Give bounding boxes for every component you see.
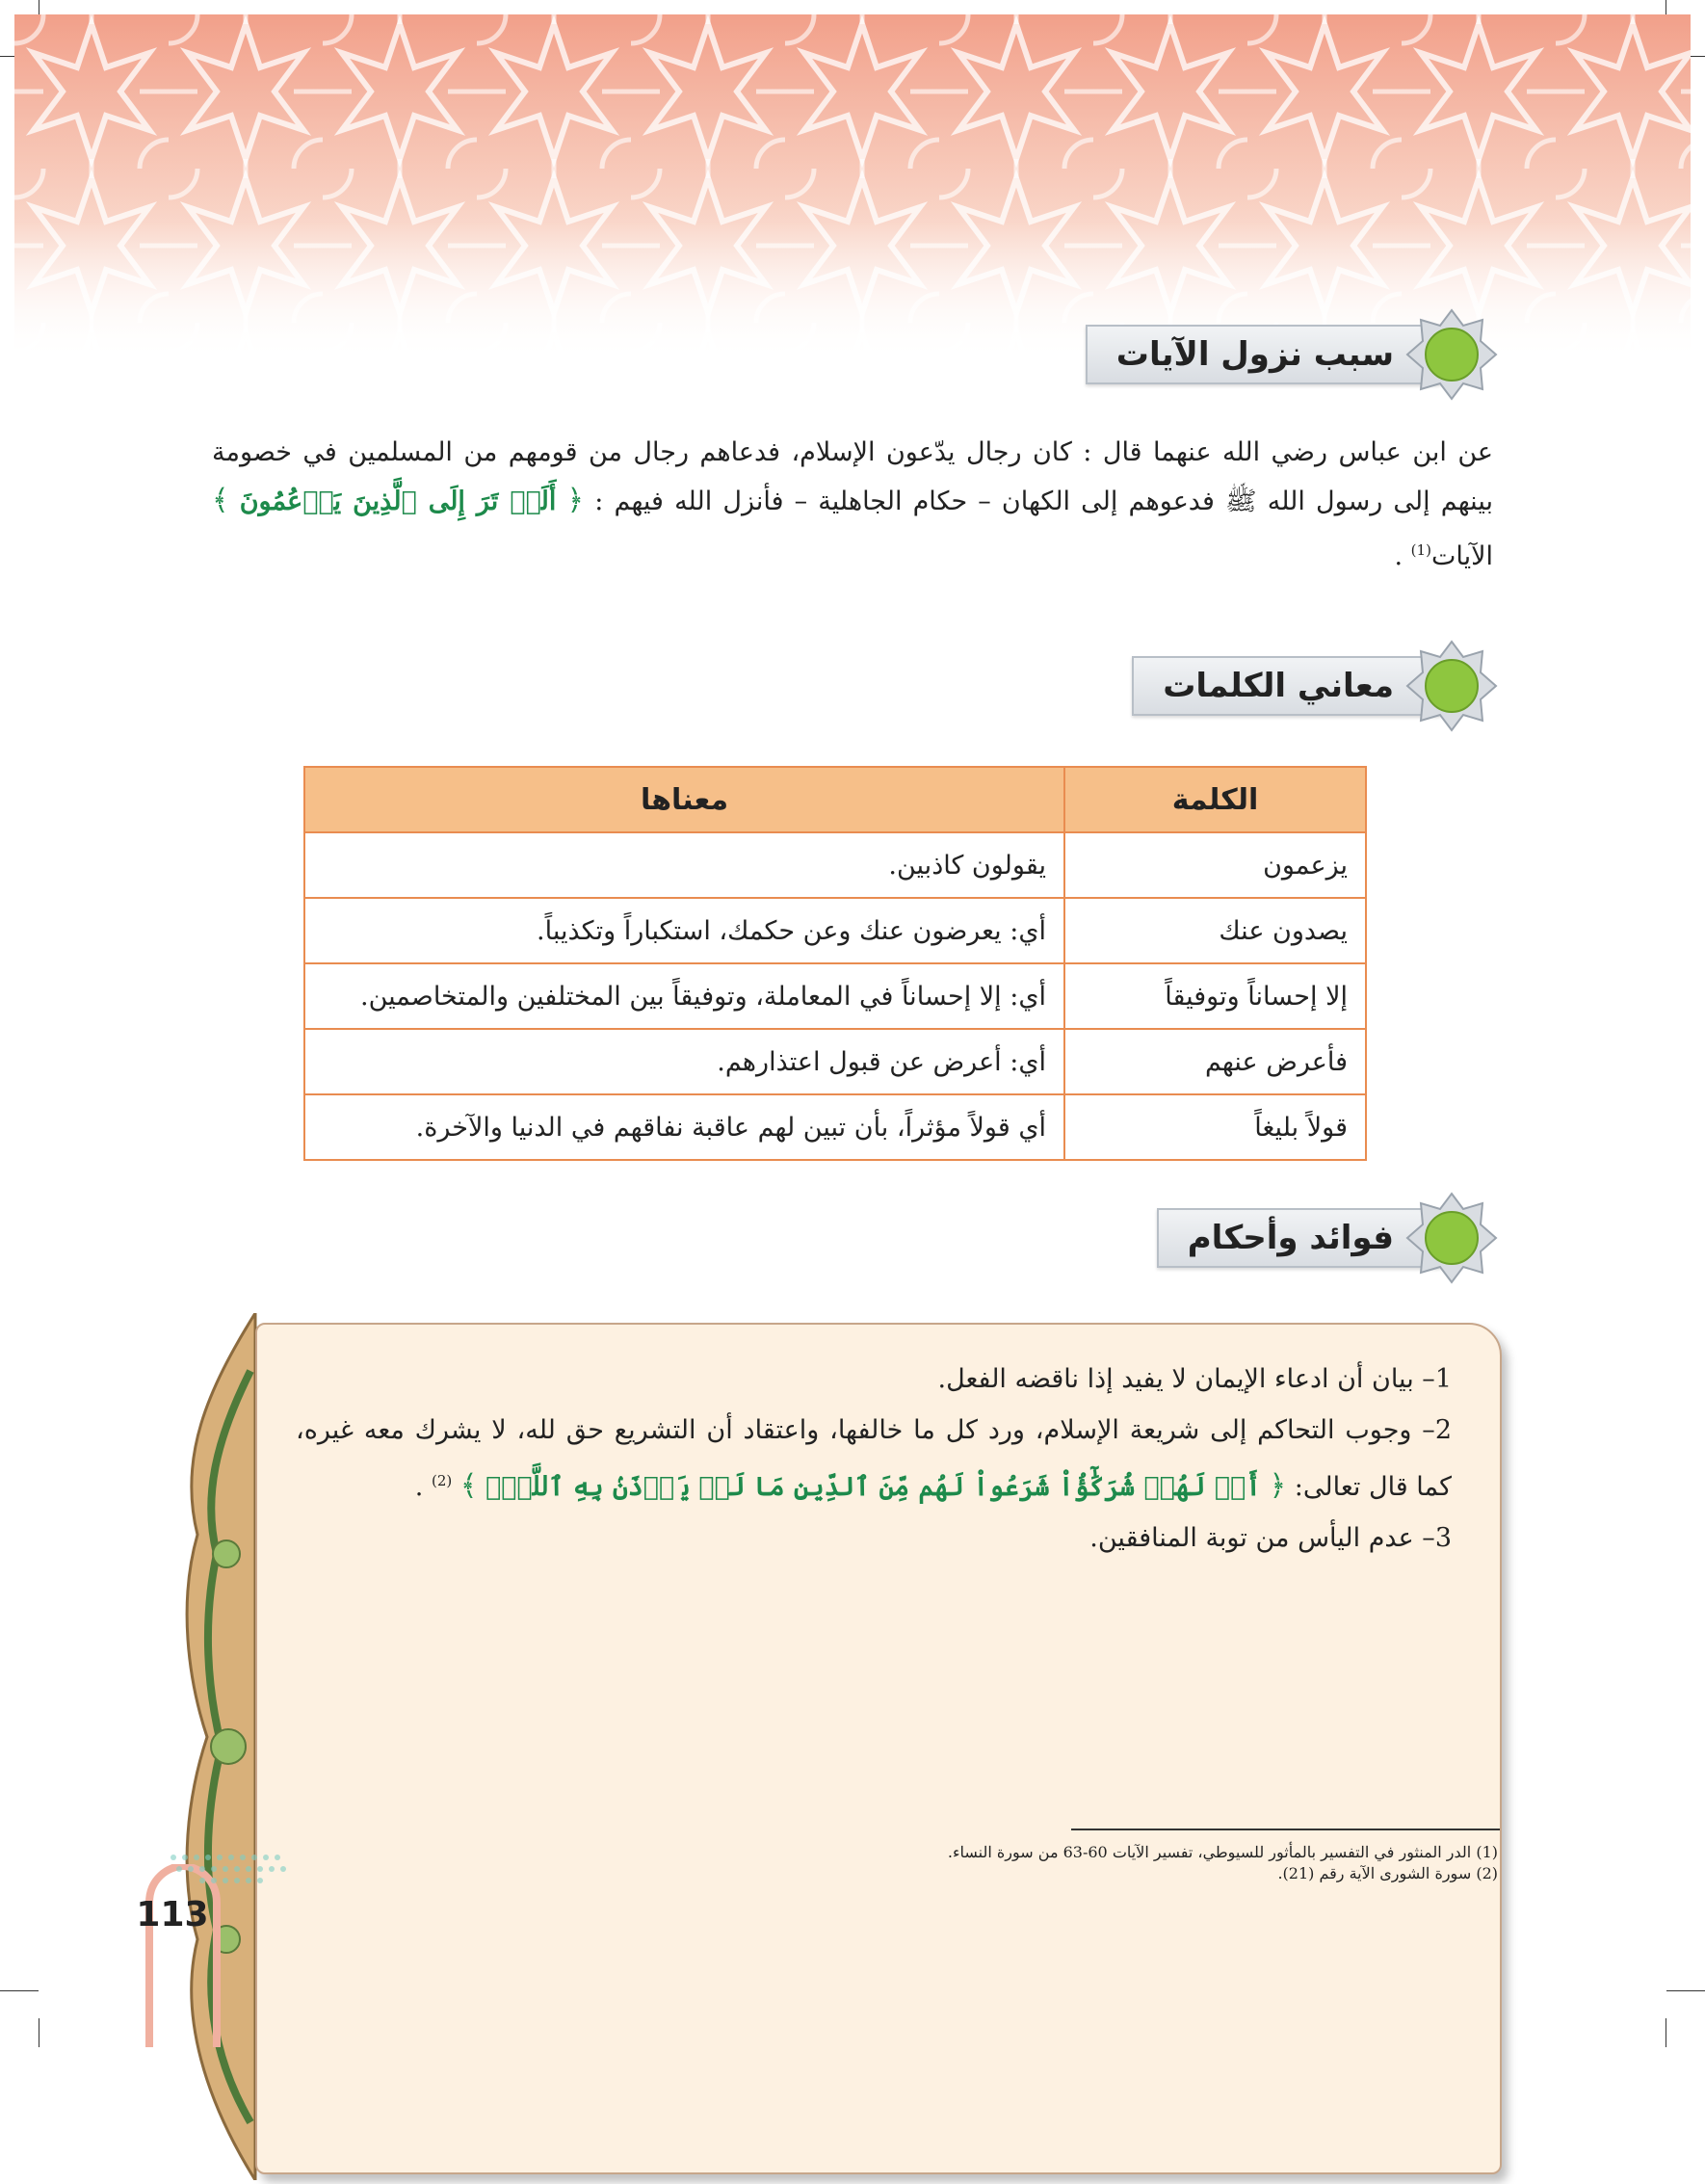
paragraph-end: . (1394, 541, 1411, 571)
ministry-logo-dots (164, 1850, 318, 1888)
section-title-bar (1157, 1208, 1442, 1268)
list-item-text: 2– وجوب التحاكم إلى شريعة الإسلام، ورد كل ما خالفها، واعتقاد أن التشريع حق لله، لا يشرك معه غيره، كما قال تعالى: (296, 1415, 1452, 1502)
page-number: 113 (136, 1895, 209, 1934)
column-header-word: الكلمة (1064, 767, 1366, 832)
section-title-bar (1132, 656, 1442, 716)
section-title: معاني الكلمات (1163, 667, 1394, 705)
table-header-row (304, 767, 1366, 832)
list-item: 1– بيان أن ادعاء الإيمان لا يفيد إذا ناقضه الفعل. (937, 1364, 1452, 1394)
section-title-bar (1086, 325, 1442, 384)
footnote: (1) الدر المنثور في التفسير بالمأثور للسيوطي، تفسير الآيات 60-63 من سورة النساء. (947, 1843, 1498, 1861)
octagon-star-icon (1405, 640, 1498, 732)
table-cell-meaning: أي قولاً مؤثراً، بأن تبين لهم عاقبة نفاقهم في الدنيا والآخرة. (304, 1094, 1064, 1160)
list-item-end: . (414, 1472, 432, 1502)
section-title: فوائد وأحكام (1187, 1219, 1394, 1257)
quran-verse: أَلَمۡ تَرَ إِلَى ٱلَّذِينَ يَزۡعُمُونَ (239, 487, 557, 516)
ornate-bracket-open: ﴿ (566, 484, 585, 517)
table-row (304, 832, 1366, 898)
benefits-panel (255, 1323, 1502, 2174)
benefits-box (246, 1323, 1500, 2171)
crop-mark (1666, 1990, 1705, 1991)
footnote-ref: (2) (431, 1472, 453, 1489)
paragraph-text-tail: الآيات (1430, 541, 1493, 571)
octagon-star-icon (1405, 1192, 1498, 1284)
paragraph-text: عن ابن عباس رضي الله عنهما قال : كان رجال يدّعون الإسلام، فدعاهم رجال من قومهم من المسلمين في خصومة بينهم إلى رسول الله ﷺ فدعوهم إلى الكهان – حكام الجاهلية – فأنزل الله فيهم : (212, 437, 1493, 516)
revelation-paragraph (212, 429, 1493, 581)
footnote-divider (1071, 1829, 1500, 1830)
ornate-bracket-close: ﴾ (212, 484, 229, 517)
benefits-list (296, 1354, 1452, 1564)
section-header-benefits-rulings (1157, 1204, 1498, 1272)
table-row (304, 963, 1366, 1029)
table-cell-meaning: أي: أعرض عن قبول اعتذارهم. (304, 1029, 1064, 1094)
table-cell-word: فأعرض عنهم (1064, 1029, 1366, 1094)
arabesque-ornament-icon (169, 1313, 259, 2180)
ornate-bracket-close: ﴾ (459, 1469, 478, 1503)
word-meanings-table (303, 766, 1367, 1161)
table-row (304, 898, 1366, 963)
octagon-star-icon (1405, 308, 1498, 401)
table-row (304, 1029, 1366, 1094)
table-cell-word: يصدون عنك (1064, 898, 1366, 963)
section-title: سبب نزول الآيات (1115, 335, 1394, 374)
page-number-arch (144, 1864, 222, 2047)
section-header-revelation-cause (1086, 321, 1498, 388)
table-cell-word: إلا إحساناً وتوفيقاً (1064, 963, 1366, 1029)
footnote: (2) سورة الشورى الآية رقم (21). (1277, 1864, 1498, 1882)
table-cell-meaning: أي: إلا إحساناً في المعاملة، وتوفيقاً بين المختلفين والمتخاصمين. (304, 963, 1064, 1029)
table-cell-meaning: يقولون كاذبين. (304, 832, 1064, 898)
table-cell-word: يزعمون (1064, 832, 1366, 898)
table-row (304, 1094, 1366, 1160)
quran-verse: أَمۡ لَهُمۡ شُرَكَٰٓؤُاْ شَرَعُواْ لَهُم مِّنَ ٱلدِّينِ مَا لَمۡ يَأۡذَنۢ بِهِ ٱللَّهُۚ (485, 1472, 1262, 1502)
crop-mark (0, 1990, 39, 1991)
table-cell-word: قولاً بليغاً (1064, 1094, 1366, 1160)
ornate-bracket-open: ﴿ (1269, 1469, 1287, 1503)
section-header-word-meanings (1132, 652, 1498, 720)
list-item: 3– عدم اليأس من توبة المنافقين. (1089, 1523, 1452, 1553)
table-cell-meaning: أي: يعرضون عنك وعن حكمك، استكباراً وتكذيباً. (304, 898, 1064, 963)
footnote-ref: (1) (1410, 541, 1431, 559)
list-item (296, 1405, 1452, 1513)
column-header-meaning: معناها (304, 767, 1064, 832)
